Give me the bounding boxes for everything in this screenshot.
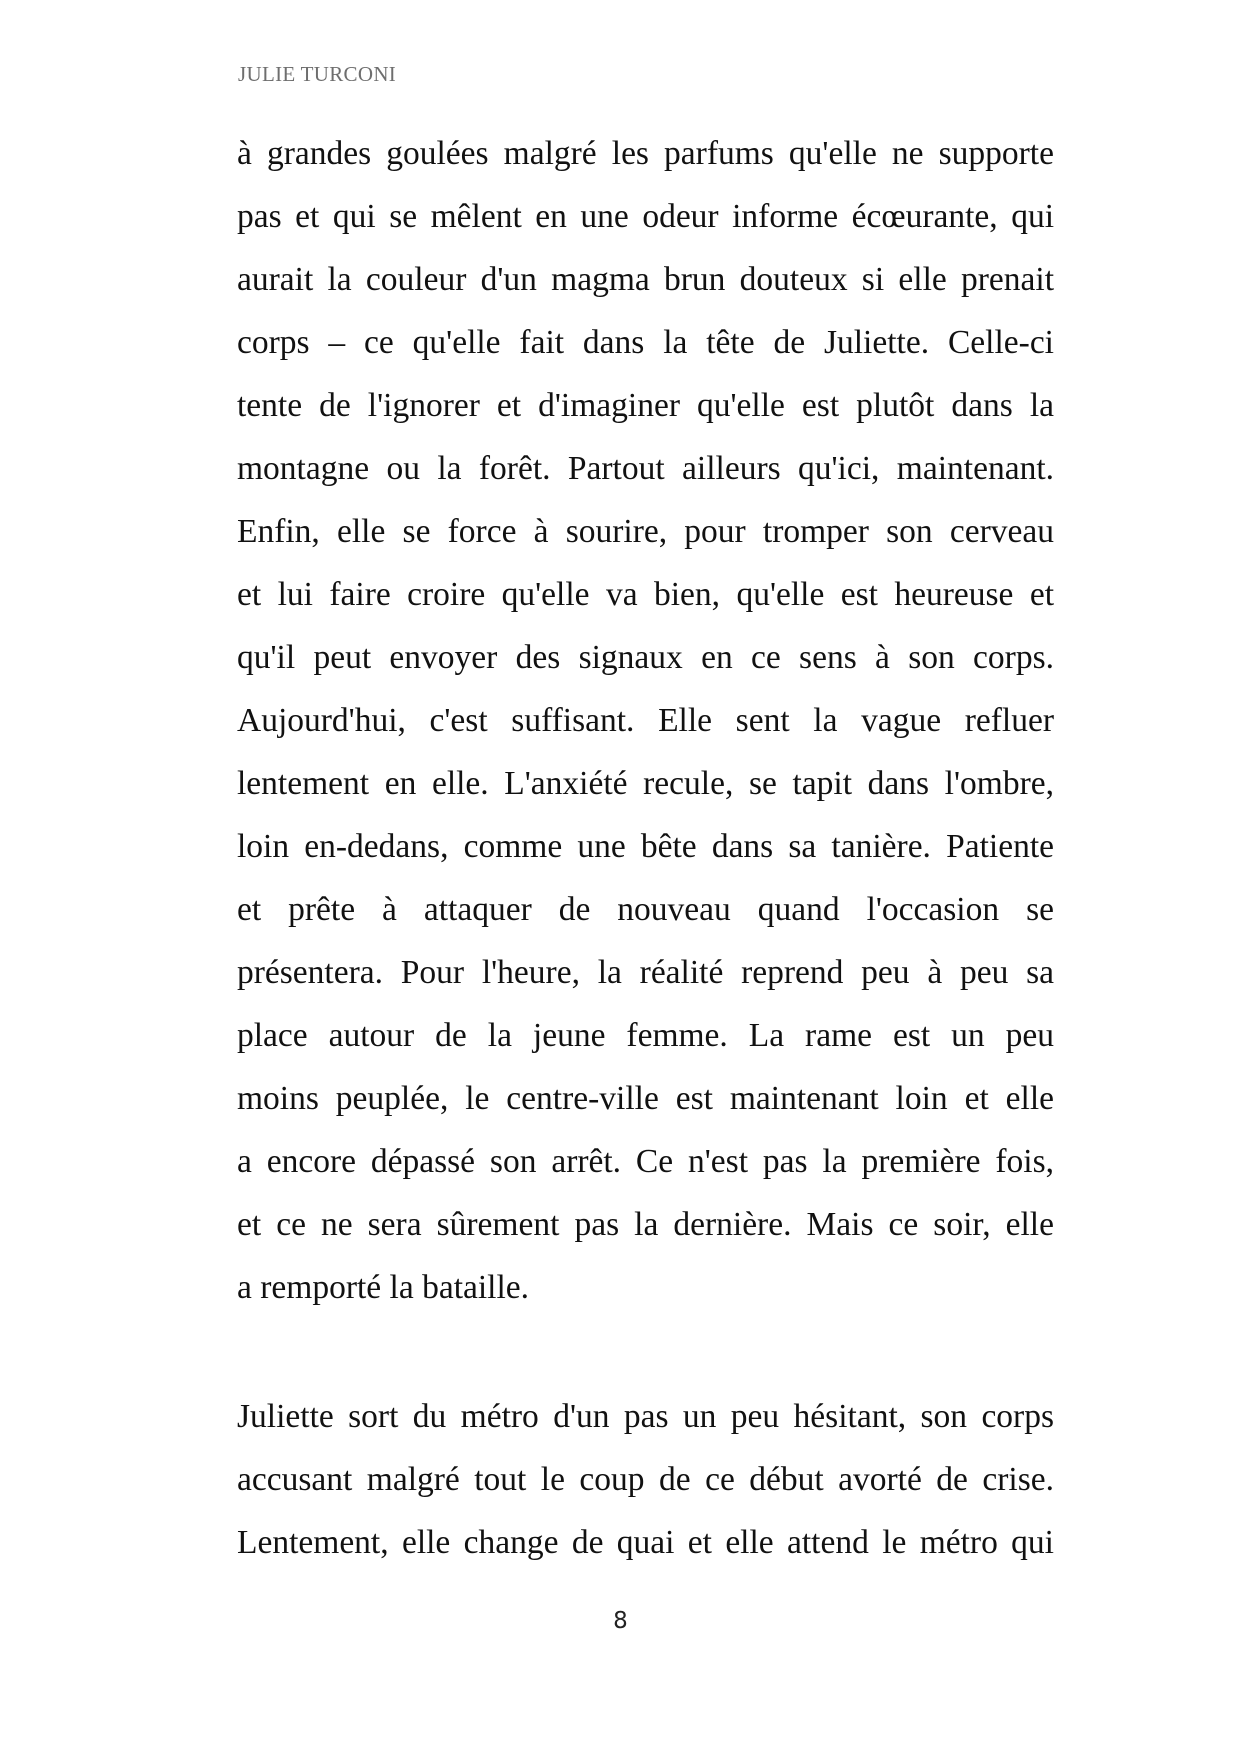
text-line: qu'il peut envoyer des signaux en ce sens à son corps. [237,639,1054,676]
page-number: 8 [613,1608,628,1634]
paragraph-2 [237,1385,1054,1574]
text-line: et ce ne sera sûrement pas la dernière. Mais ce soir, elle [237,1206,1054,1243]
text-line: et prête à attaquer de nouveau quand l'occasion se [237,891,1054,928]
text-line: à grandes goulées malgré les parfums qu'elle ne supporte [237,135,1054,172]
text-line: Juliette sort du métro d'un pas un peu hésitant, son corps [237,1398,1054,1435]
text-line: présentera. Pour l'heure, la réalité reprend peu à peu sa [237,954,1054,991]
running-header-author: JULIE TURCONI [238,62,397,86]
text-line: Enfin, elle se force à sourire, pour tromper son cerveau [237,513,1054,550]
text-line: Lentement, elle change de quai et elle attend le métro qui [237,1524,1054,1561]
text-line: aurait la couleur d'un magma brun douteux si elle prenait [237,261,1054,298]
text-line: pas et qui se mêlent en une odeur informe écœurante, qui [237,198,1054,235]
text-line: montagne ou la forêt. Partout ailleurs qu'ici, maintenant. [237,450,1054,487]
text-line: loin en-dedans, comme une bête dans sa tanière. Patiente [237,828,1054,865]
text-line: moins peuplée, le centre-ville est maintenant loin et elle [237,1080,1054,1117]
text-line: accusant malgré tout le coup de ce début avorté de crise. [237,1461,1054,1498]
text-line: a encore dépassé son arrêt. Ce n'est pas la première fois, [237,1143,1054,1180]
text-line: et lui faire croire qu'elle va bien, qu'elle est heureuse et [237,576,1054,613]
text-line: place autour de la jeune femme. La rame est un peu [237,1017,1054,1054]
text-line: lentement en elle. L'anxiété recule, se tapit dans l'ombre, [237,765,1054,802]
text-line: a remporté la bataille. [237,1269,530,1306]
text-line: corps – ce qu'elle fait dans la tête de Juliette. Celle-ci [237,324,1054,361]
paragraph-1 [237,122,1054,1319]
text-line: Aujourd'hui, c'est suffisant. Elle sent la vague refluer [237,702,1054,739]
text-line: tente de l'ignorer et d'imaginer qu'elle est plutôt dans la [237,387,1054,424]
